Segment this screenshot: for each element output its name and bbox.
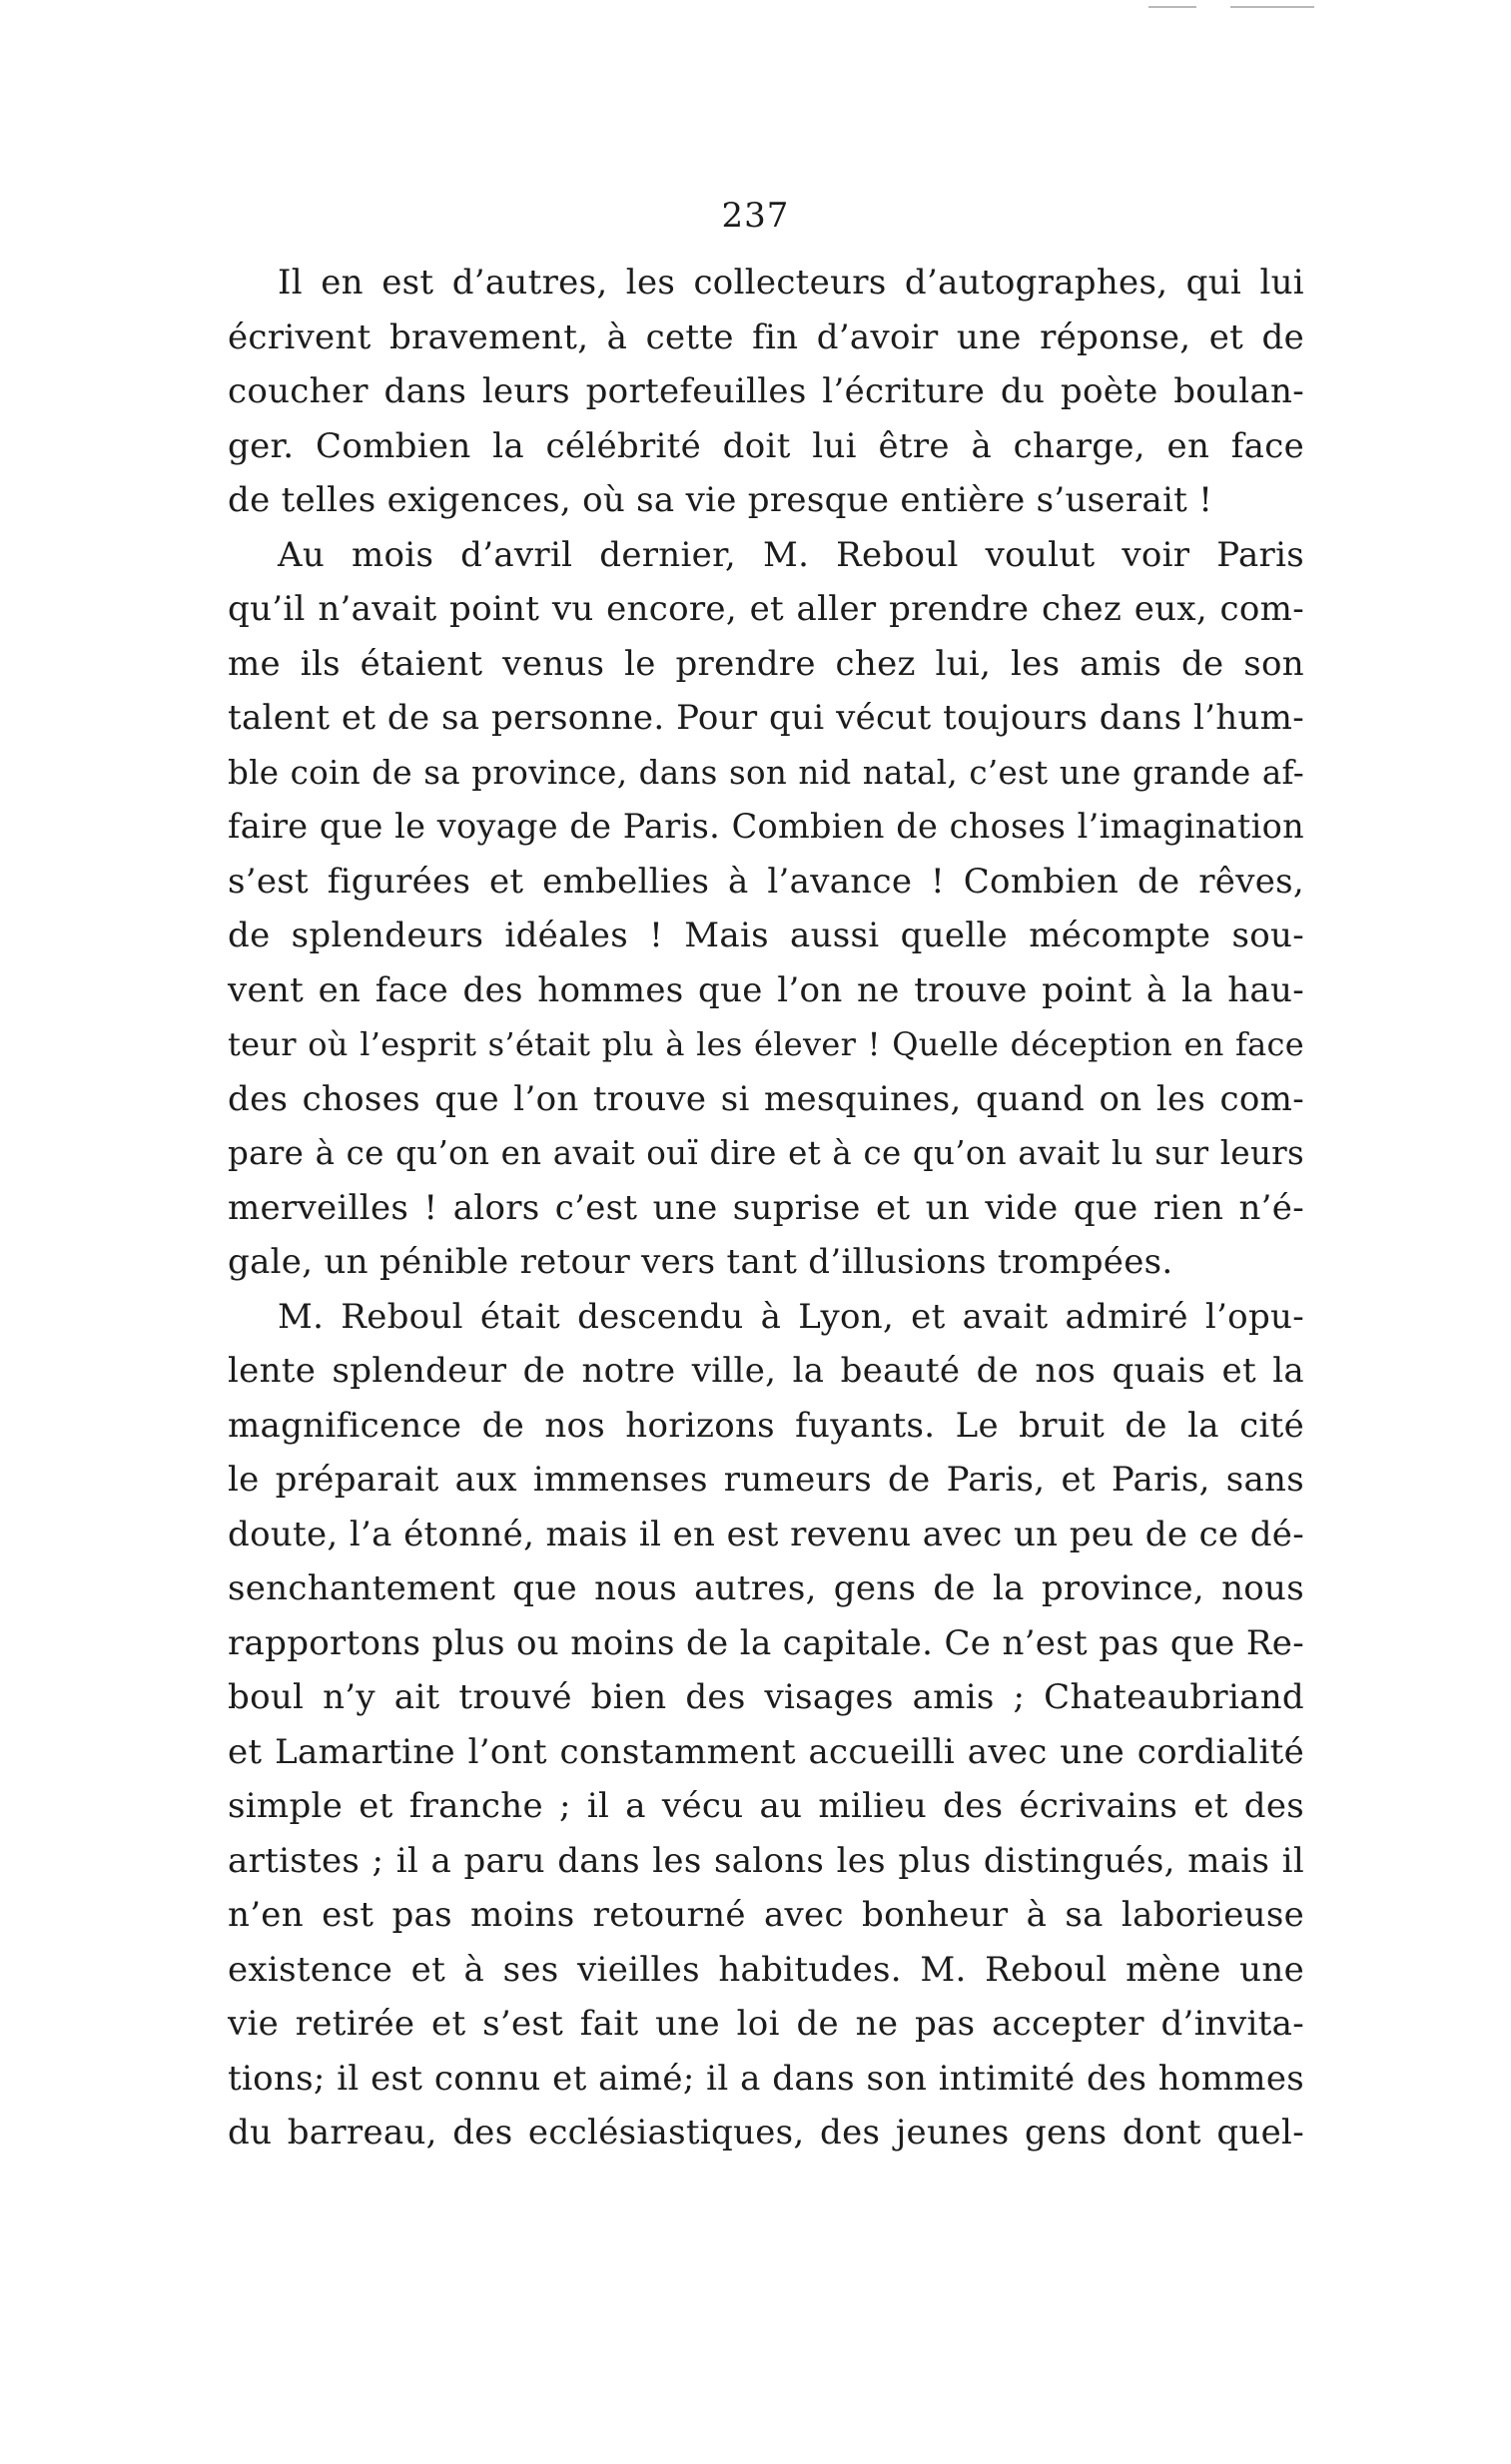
text-line: magnificence de nos horizons fuyants. Le bruit de la cité	[228, 1405, 1304, 1446]
text-line: boul n’y ait trouvé bien des visages amis ; Chateaubriand	[228, 1677, 1304, 1717]
text-line: Au mois d’avril dernier, M. Reboul voulut voir Paris	[278, 534, 1304, 575]
text-line: des choses que l’on trouve si mesquines, quand on les com-	[228, 1078, 1304, 1119]
text-line: artistes ; il a paru dans les salons les plus distingués, mais il	[228, 1840, 1304, 1881]
text-line: n’en est pas moins retourné avec bonheur à sa laborieuse	[228, 1895, 1304, 1935]
text-line: qu’il n’avait point vu encore, et aller prendre chez eux, com-	[228, 589, 1304, 629]
body-text	[228, 256, 1304, 2160]
text-line: du barreau, des ecclésiastiques, des jeunes gens dont quel-	[228, 2113, 1304, 2153]
text-line: ble coin de sa province, dans son nid natal, c’est une grande af-	[228, 753, 1304, 792]
text-line: écrivent bravement, à cette fin d’avoir une réponse, et de	[228, 316, 1304, 357]
text-line: simple et franche ; il a vécu au milieu des écrivains et des	[228, 1786, 1304, 1826]
page-number: 237	[721, 196, 790, 236]
text-line: existence et à ses vieilles habitudes. M. Reboul mène une	[228, 1949, 1304, 1990]
text-line: de splendeurs idéales ! Mais aussi quelle mécompte sou-	[228, 916, 1304, 955]
text-line: talent et de sa personne. Pour qui vécut toujours dans l’hum-	[228, 698, 1304, 738]
text-line: de telles exigences, où sa vie presque entière s’userait !	[228, 480, 1213, 520]
text-line: me ils étaient venus le prendre chez lui, les amis de son	[228, 643, 1304, 684]
top-edge-rule	[1230, 6, 1314, 8]
text-line: ger. Combien la célébrité doit lui être à charge, en face	[228, 425, 1304, 466]
text-line: doute, l’a étonné, mais il en est revenu avec un peu de ce dé-	[228, 1514, 1304, 1554]
text-line: et Lamartine l’ont constamment accueilli avec une cordialité	[228, 1731, 1304, 1772]
text-line: lente splendeur de notre ville, la beauté de nos quais et la	[228, 1351, 1304, 1391]
text-line: faire que le voyage de Paris. Combien de choses l’imagination	[228, 807, 1304, 846]
text-line: Il en est d’autres, les collecteurs d’autographes, qui lui	[278, 263, 1304, 303]
text-line: le préparait aux immenses rumeurs de Paris, et Paris, sans	[228, 1460, 1304, 1500]
text-line: M. Reboul était descendu à Lyon, et avait admiré l’opu-	[278, 1296, 1304, 1337]
text-line: teur où l’esprit s’était plu à les élever ! Quelle déception en face	[228, 1025, 1304, 1063]
text-line: s’est figurées et embellies à l’avance ! Combien de rêves,	[228, 861, 1304, 902]
text-line: pare à ce qu’on en avait ouï dire et à ce qu’on avait lu sur leurs	[228, 1134, 1304, 1172]
top-edge-rule	[1148, 6, 1196, 8]
text-line: senchantement que nous autres, gens de la province, nous	[228, 1568, 1304, 1608]
text-line: coucher dans leurs portefeuilles l’écriture du poète boulan-	[228, 371, 1304, 411]
text-line: vent en face des hommes que l’on ne trouve point à la hau-	[228, 969, 1304, 1010]
text-line: rapportons plus ou moins de la capitale. Ce n’est pas que Re-	[228, 1622, 1304, 1663]
text-line: merveilles ! alors c’est une suprise et un vide que rien n’é-	[228, 1187, 1304, 1228]
text-line: tions; il est connu et aimé; il a dans son intimité des hommes	[228, 2058, 1304, 2099]
text-line: gale, un pénible retour vers tant d’illusions trompées.	[228, 1242, 1173, 1282]
text-line: vie retirée et s’est fait une loi de ne pas accepter d’invita-	[228, 2004, 1304, 2044]
